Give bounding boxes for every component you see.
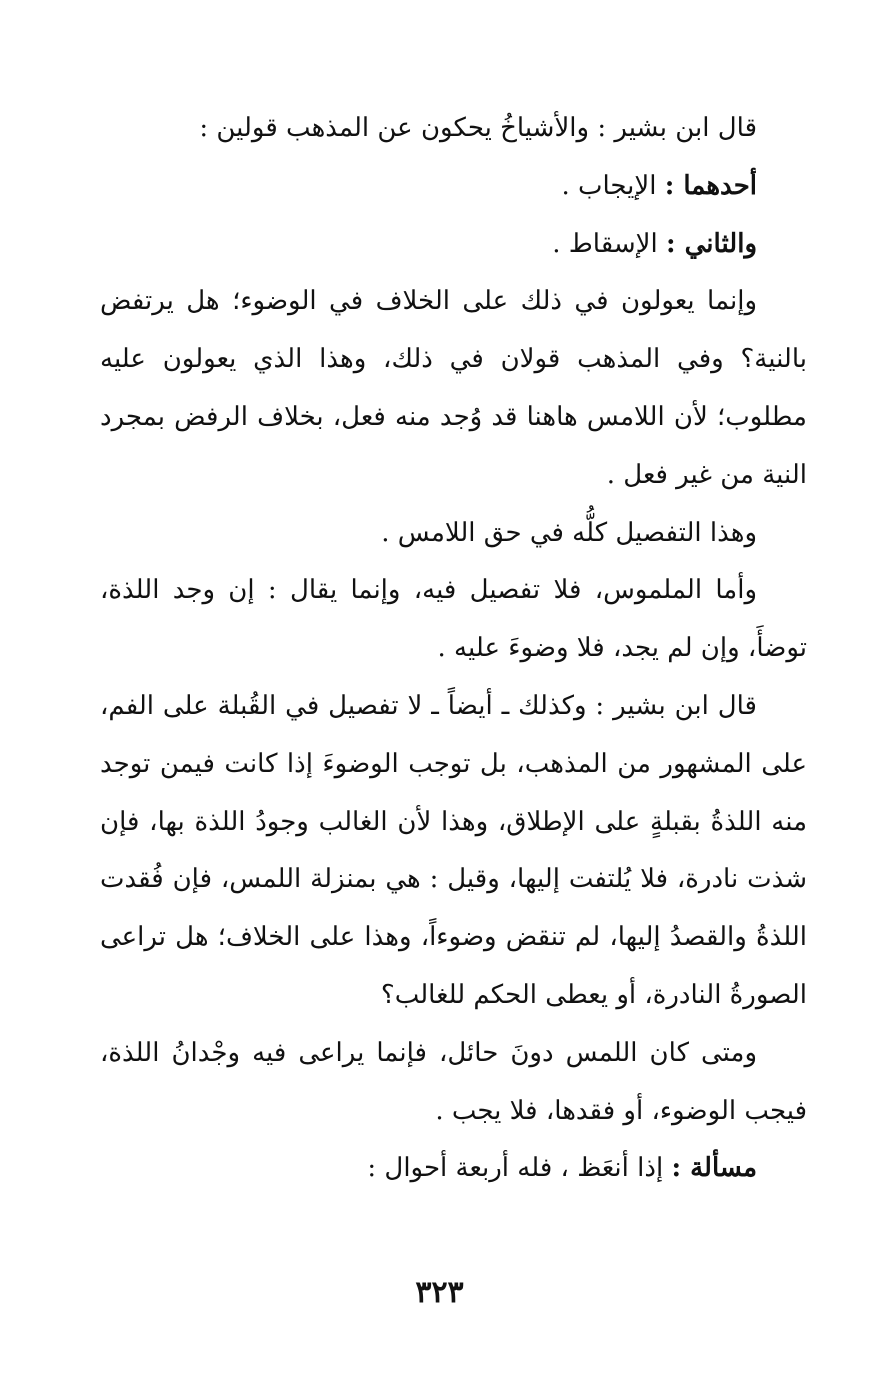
paragraph bbox=[100, 562, 807, 678]
paragraph-text: ومتى كان اللمس دونَ حائل، فإنما يراعى فيه وجْدانُ اللذة، فيجب الوضوء، أو فقدها، فلا يجب . bbox=[100, 1037, 807, 1126]
paragraph bbox=[100, 100, 807, 158]
paragraph-text: الإيجاب . bbox=[561, 170, 665, 201]
paragraph-text: إذا أنعَظ ، فله أربعة أحوال : bbox=[367, 1153, 672, 1184]
paragraph bbox=[100, 216, 807, 274]
paragraph-lead: أحدهما : bbox=[664, 170, 757, 201]
paragraph-text: وأما الملموس، فلا تفصيل فيه، وإنما يقال : إن وجد اللذة، توضأَ، وإن لم يجد، فلا وضوءَ عليه . bbox=[100, 575, 807, 664]
paragraph bbox=[100, 158, 807, 216]
paragraph-lead: مسألة : bbox=[671, 1153, 757, 1184]
paragraph-text: قال ابن بشير : والأشياخُ يحكون عن المذهب قولين : bbox=[199, 113, 757, 143]
paragraph-text: وهذا التفصيل كلُّه في حق اللامس . bbox=[381, 517, 757, 548]
paragraph bbox=[100, 505, 807, 563]
paragraph-text: قال ابن بشير : وكذلك ـ أيضاً ـ لا تفصيل في القُبلة على الفم، على المشهور من المذهب، بل توجب الوضوءَ إذا كانت فيمن توجد منه اللذةُ بقبلةٍ على الإطلاق، وهذا لأن الغالب وجودُ اللذة بها، فإن شذت نادرة، فلا يُلتفت إليها، وقيل : هي بمنزلة اللمس، فإن فُقدت اللذةُ والقصدُ إليها، لم تنقض وضوءاً، وهذا على الخلاف؛ هل تراعى الصورةُ النادرة، أو يعطى الحكم للغالب؟ bbox=[100, 690, 807, 1010]
paragraph-text: الإسقاط . bbox=[552, 228, 666, 259]
paragraph bbox=[100, 273, 807, 504]
page-number: ٣٢٣ bbox=[415, 1275, 464, 1310]
body-text bbox=[100, 100, 807, 1198]
paragraph-lead: والثاني : bbox=[665, 228, 757, 259]
paragraph bbox=[100, 1025, 807, 1141]
paragraph-text: وإنما يعولون في ذلك على الخلاف في الوضوء؛ هل يرتفض بالنية؟ وفي المذهب قولان في ذلك، وهذا الذي يعولون عليه مطلوب؛ لأن اللامس هاهنا قد وُجد منه فعل، بخلاف الرفض بمجرد النية من غير فعل . bbox=[100, 286, 807, 490]
paragraph bbox=[100, 678, 807, 1025]
paragraph bbox=[100, 1140, 807, 1198]
